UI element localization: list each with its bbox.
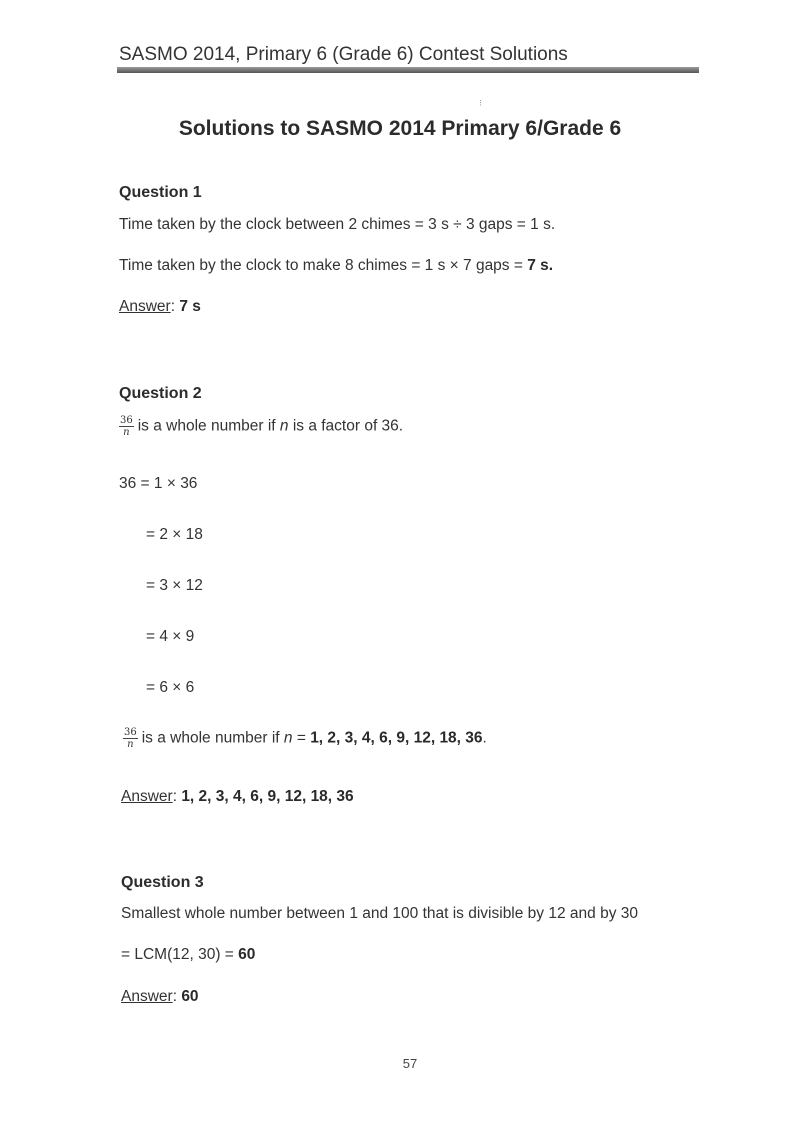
- question-1-line-2: [119, 257, 553, 275]
- question-1-heading: Question 1: [119, 184, 202, 201]
- question-2-divisor-list: 1, 2, 3, 4, 6, 9, 12, 18, 36: [310, 729, 483, 747]
- fraction-36-over-n: $\frac{36}{n}$: [124, 727, 137, 750]
- question-3-line-2: = LCM(12, 30) = 60: [121, 946, 256, 963]
- header-rule: [117, 67, 699, 73]
- question-2-intro: $\frac{36}{n}$ is a whole number if n is a factor of 36.: [120, 415, 404, 438]
- question-1-line-2-result: 7 s.: [527, 257, 554, 274]
- page-number: 57: [402, 1056, 418, 1071]
- scan-speck: ⁝: [479, 98, 482, 108]
- answer-label: Answer: [119, 298, 171, 315]
- factor-pair-row: = 2 × 18: [146, 526, 203, 543]
- running-header: SASMO 2014, Primary 6 (Grade 6) Contest Solutions: [119, 44, 568, 65]
- page-title: Solutions to SASMO 2014 Primary 6/Grade 6: [178, 117, 622, 140]
- question-1-answer-value: 7 s: [179, 298, 201, 315]
- question-1-answer: Answer: 7 s: [119, 298, 201, 315]
- question-2-answer: Answer: 1, 2, 3, 4, 6, 9, 12, 18, 36: [121, 788, 354, 805]
- fraction-36-over-n: $\frac{36}{n}$: [120, 415, 133, 438]
- question-2-answer-value: 1, 2, 3, 4, 6, 9, 12, 18, 36: [181, 788, 354, 805]
- question-1-line-1: Time taken by the clock between 2 chimes = 3 s ÷ 3 gaps = 1 s.: [119, 216, 556, 233]
- question-1-line-2-text: Time taken by the clock to make 8 chimes = 1 s × 7 gaps =: [119, 257, 528, 274]
- question-3-answer-value: 60: [181, 988, 199, 1005]
- factor-pair-row: 36 = 1 × 36: [119, 475, 198, 492]
- factor-pair-row: = 4 × 9: [146, 628, 195, 645]
- question-3-line-2-result: 60: [238, 946, 256, 963]
- question-2-conclusion: $\frac{36}{n}$ is a whole number if n = 1, 2, 3, 4, 6, 9, 12, 18, 36.: [124, 727, 487, 750]
- answer-label: Answer: [121, 988, 173, 1005]
- question-3-heading: Question 3: [121, 874, 204, 891]
- factor-pair-row: = 6 × 6: [146, 679, 195, 696]
- question-2-heading: Question 2: [119, 385, 202, 402]
- question-3-line-1: Smallest whole number between 1 and 100 that is divisible by 12 and by 30: [121, 905, 638, 922]
- factor-pair-row: = 3 × 12: [146, 577, 203, 594]
- answer-label: Answer: [121, 788, 173, 805]
- question-3-answer: Answer: 60: [121, 988, 199, 1005]
